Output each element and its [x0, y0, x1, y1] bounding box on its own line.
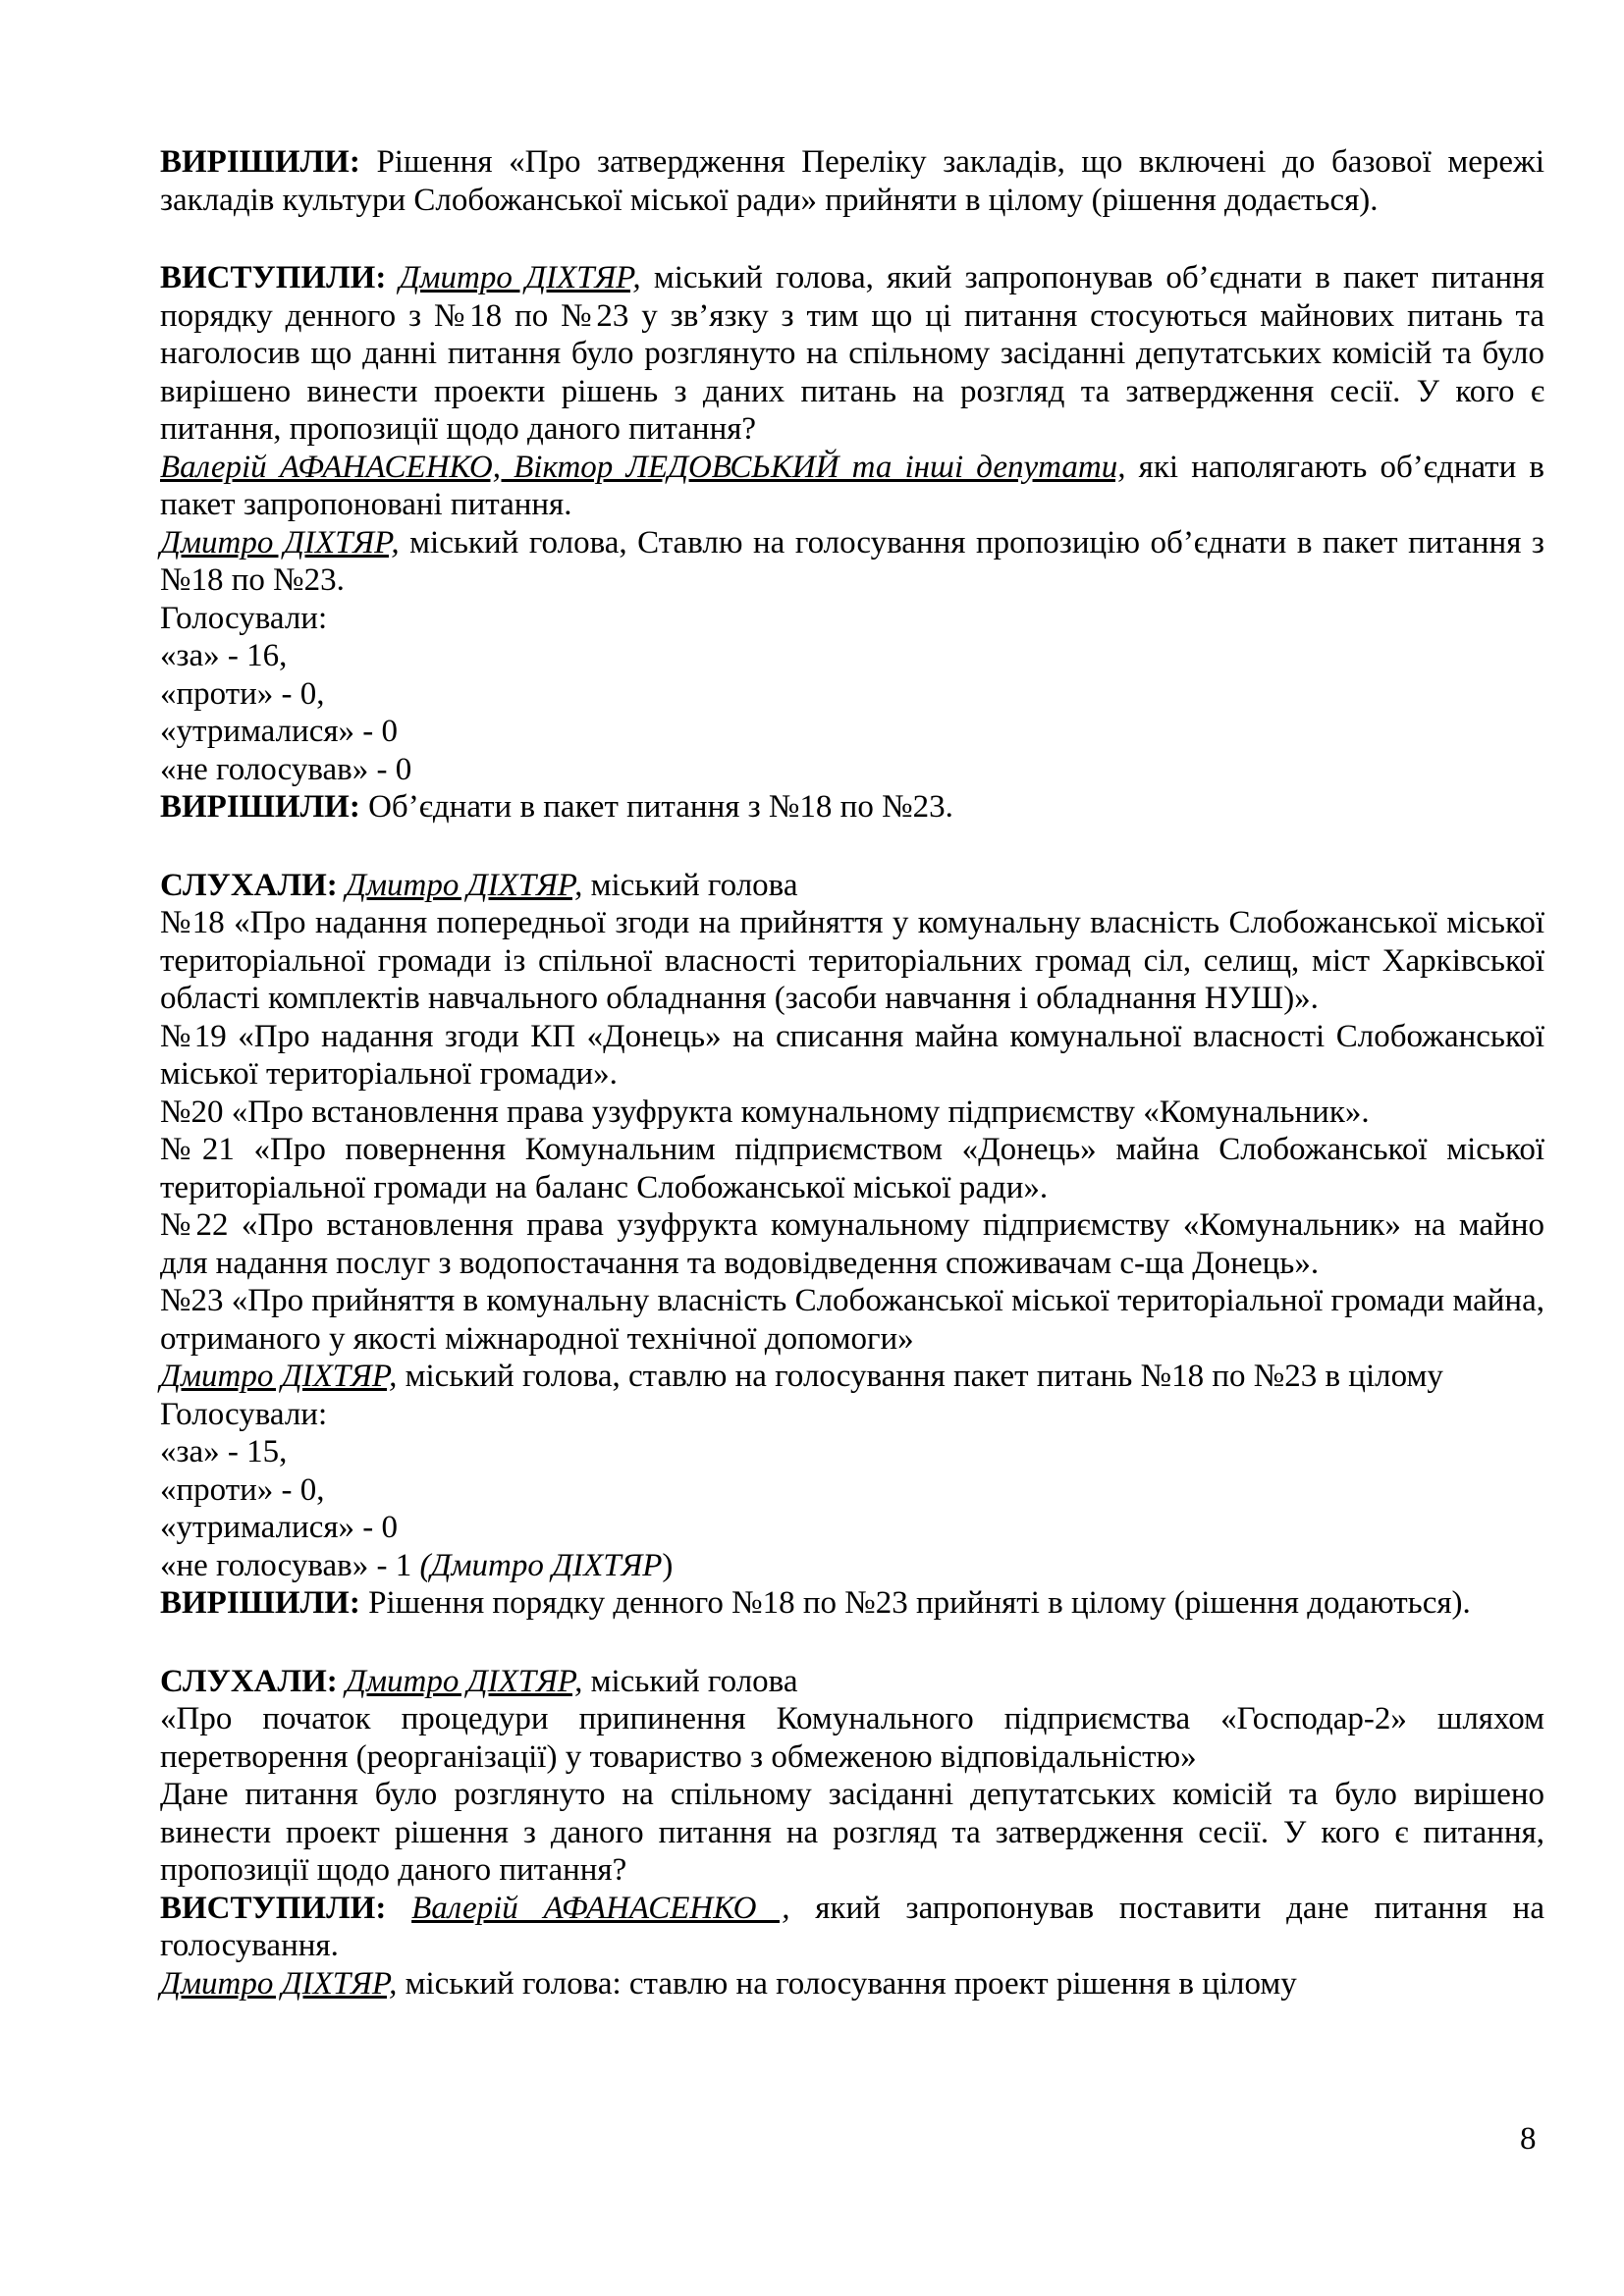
text-run: «проти» - 0, [160, 1471, 325, 1508]
speaker-name: Дмитро ДІХТЯР, [345, 1663, 583, 1699]
text-run: «утрималися» - 0 [160, 714, 399, 749]
vote-header [160, 600, 1544, 638]
speaker-name: Валерій АФАНАСЕНКО, Віктор ЛЕДОВСЬКИЙ та інші депутати, [160, 449, 1126, 485]
text-run: Рішення «Про затвердження Переліку закладів, що включені до базової мережі закладів культури Слобожанської міської ради» прийняти в цілому (рішення додається). [160, 144, 1544, 218]
speech-paragraph [160, 524, 1544, 600]
speaker-name: Дмитро ДІХТЯР, [345, 867, 583, 903]
vote-line-proty [160, 1471, 1544, 1510]
section-label: ВИРІШИЛИ: [160, 1585, 369, 1621]
text-run: міський голова: ставлю на голосування проект рішення в цілому [397, 1965, 1297, 2002]
section-label: ВИРІШИЛИ: [160, 144, 377, 180]
paragraph-gap [160, 1623, 1544, 1663]
speech-paragraph [160, 259, 1544, 449]
text-run: Об’єднати в пакет питання з №18 по №23. [368, 789, 953, 825]
agenda-item-20 [160, 1094, 1544, 1132]
speech-paragraph [160, 1965, 1544, 2003]
text-run: «Про початок процедури припинення Комунального підприємства «Господар-2» шляхом перетворення (реорганізації) у товариство з обмеженою відповідальністю» [160, 1701, 1544, 1775]
vote-line-utrymalysia [160, 713, 1544, 751]
section-label: ВИСТУПИЛИ: [160, 1890, 412, 1926]
section-label: СЛУХАЛИ: [160, 1663, 346, 1699]
text-run: Дане питання було розглянуто на спільному засіданні депутатських комісій та було вирішено винести проект рішення з даного питання на розгляд та затвердження сесії. У кого є питання, пропозиції щодо даного питання? [160, 1777, 1544, 1888]
section-label: ВИСТУПИЛИ: [160, 260, 400, 295]
vote-header [160, 1396, 1544, 1434]
text-run: міський голова, Ставлю на голосування пропозицію об’єднати в пакет питання з №18 по №23. [160, 524, 1544, 598]
speech-paragraph [160, 1358, 1544, 1396]
vote-line-ne-holosuvav [160, 751, 1544, 789]
text-run: Рішення порядку денного №18 по №23 прийняті в цілому (рішення додаються). [368, 1585, 1471, 1621]
text-run: №21 «Про повернення Комунальним підприємством «Донець» майна Слобожанської міської територіальної громади на баланс Слобожанської міської ради». [160, 1132, 1544, 1205]
text-run: міський голова [582, 867, 798, 903]
speaker-name: Дмитро ДІХТЯР, [160, 524, 400, 561]
vote-line-proty [160, 675, 1544, 714]
text-run: «за» - 15, [160, 1434, 288, 1469]
agenda-item-22 [160, 1206, 1544, 1282]
resolution-paragraph [160, 788, 1544, 827]
agenda-item-23 [160, 1282, 1544, 1358]
speaker-name: Дмитро ДІХТЯР, [399, 260, 641, 295]
page-number: 8 [1520, 2121, 1537, 2157]
heard-paragraph [160, 867, 1544, 905]
text-run: «за» - 16, [160, 638, 288, 673]
resolution-paragraph [160, 1584, 1544, 1623]
speaker-name: Дмитро ДІХТЯР, [160, 1359, 398, 1394]
text-run: «не голосував» - 0 [160, 751, 412, 787]
text-run: Голосували: [160, 600, 328, 636]
speaker-name: Валерій АФАНАСЕНКО , [411, 1890, 790, 1926]
vote-line-za [160, 1433, 1544, 1471]
info-paragraph [160, 1776, 1544, 1890]
text-run: «утрималися» - 0 [160, 1510, 399, 1545]
speech-paragraph [160, 1890, 1544, 1965]
text-run: міський голова [582, 1663, 798, 1699]
paragraph-gap [160, 827, 1544, 867]
text-run: Голосували: [160, 1396, 328, 1432]
text-run: які наполягають об’єднати в пакет запропоновані питання. [160, 449, 1544, 522]
vote-line-utrymalysia [160, 1509, 1544, 1547]
section-label: ВИРІШИЛИ: [160, 789, 369, 825]
section-label: СЛУХАЛИ: [160, 867, 346, 903]
paragraph-gap [160, 219, 1544, 259]
text-run: №18 «Про надання попередньої згоди на прийняття у комунальну власність Слобожанської міської територіальної громади із спільної власності територіальних громад сіл, селищ, міст Харківської області комплектів навчального обладнання (засоби навчання і обладнання НУШ)». [160, 905, 1544, 1016]
text-run: «проти» - 0, [160, 675, 325, 712]
text-run: №20 «Про встановлення права узуфрукта комунальному підприємству «Комунальник». [160, 1094, 1370, 1130]
agenda-item-18 [160, 904, 1544, 1018]
text-run: міський голова, ставлю на голосування пакет питань №18 по №23 в цілому [397, 1359, 1443, 1394]
agenda-item-19 [160, 1018, 1544, 1094]
vote-line-za [160, 637, 1544, 675]
text-run: «не голосував» - 1 [160, 1547, 420, 1583]
text-run: міський голова, який запропонував об’єднати в пакет питання порядку денного з №18 по №23 у зв’язку з тим що ці питання стосуються майнових питань та наголосив що данні питання було розглянуто на спільному засіданні депутатських комісій та було вирішено винести проекти рішень з даних питань на розгляд та затвердження сесії. У кого є питання, пропозиції щодо даного питання? [160, 260, 1544, 447]
vote-line-ne-holosuvav [160, 1547, 1544, 1585]
agenda-item-21 [160, 1131, 1544, 1206]
speaker-name-italic: (Дмитро ДІХТЯР [419, 1547, 663, 1583]
document-content [160, 143, 1544, 2002]
text-run: №23 «Про прийняття в комунальну власність Слобожанської міської територіальної громади майна, отриманого у якості міжнародної технічної допомоги» [160, 1283, 1544, 1357]
agenda-title-paragraph [160, 1700, 1544, 1776]
text-run: №22 «Про встановлення права узуфрукта комунальному підприємству «Комунальник» на майно для надання послуг з водопостачання та водовідведення споживачам с-ща Донець». [160, 1207, 1544, 1281]
text-run: ) [662, 1547, 674, 1583]
text-run: який запропонував поставити дане питання на голосування. [160, 1890, 1544, 1963]
resolution-paragraph [160, 143, 1544, 219]
text-run: №19 «Про надання згоди КП «Донець» на списання майна комунальної власності Слобожанської міської територіальної громади». [160, 1018, 1544, 1092]
heard-paragraph [160, 1663, 1544, 1701]
speech-paragraph [160, 449, 1544, 524]
speaker-name: Дмитро ДІХТЯР, [160, 1965, 398, 2002]
